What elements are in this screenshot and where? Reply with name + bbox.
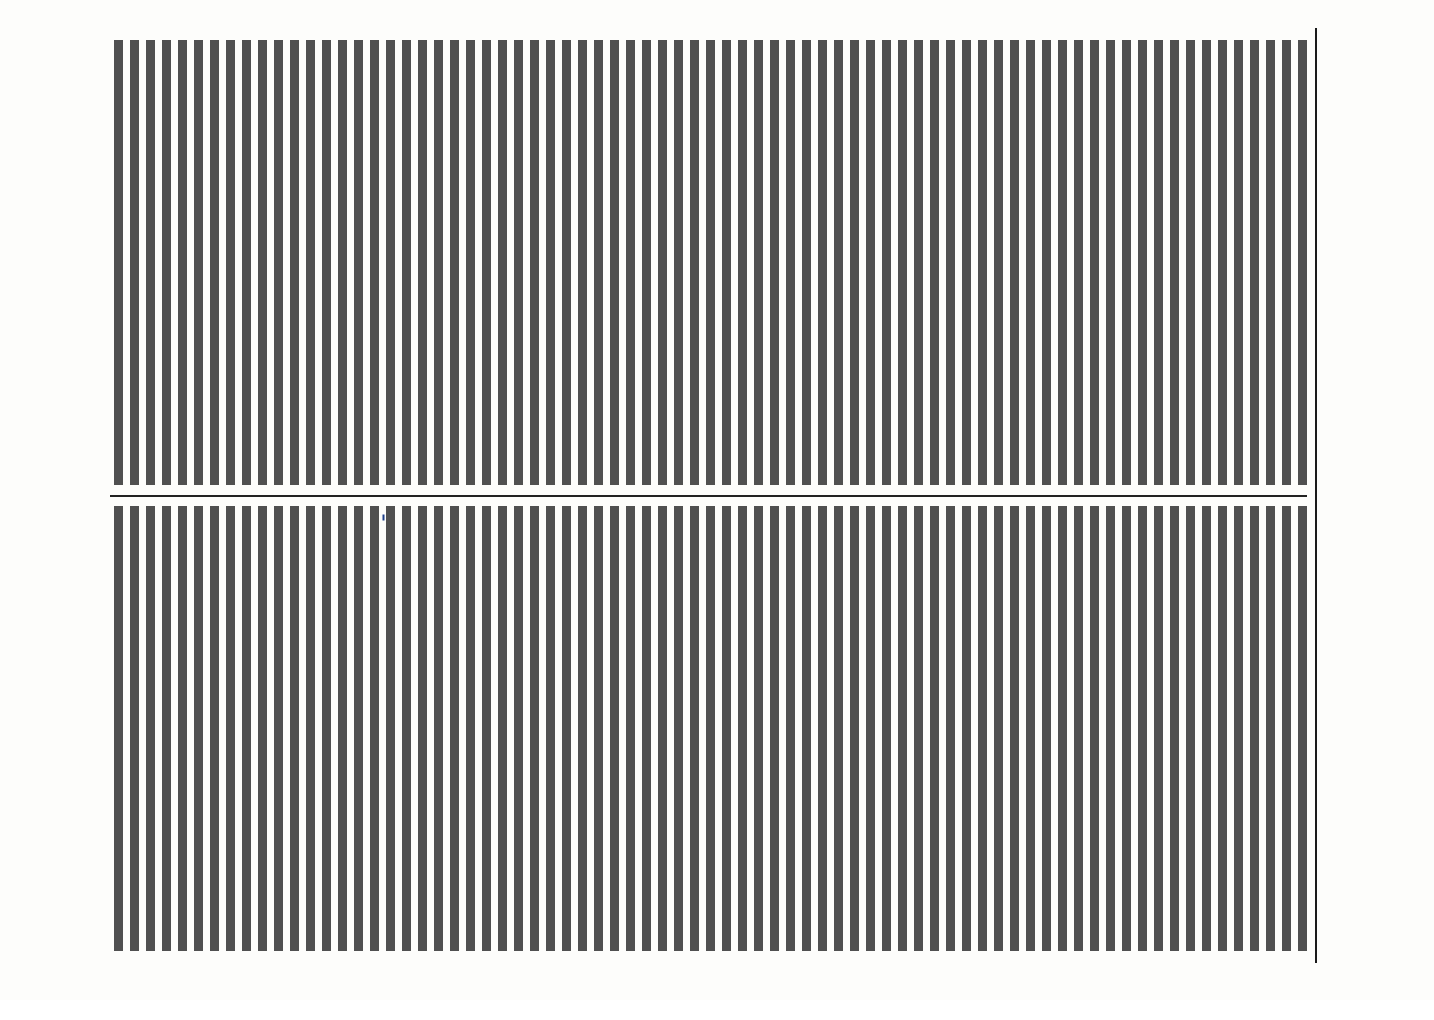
digitization-note <box>373 20 388 1020</box>
rotated-sheet <box>110 28 1345 963</box>
column-divider <box>110 495 1307 497</box>
dfg-logo-icon <box>383 515 385 521</box>
text-column-right <box>110 506 1307 951</box>
page-header <box>1315 28 1345 963</box>
text-column-left <box>110 40 1307 485</box>
